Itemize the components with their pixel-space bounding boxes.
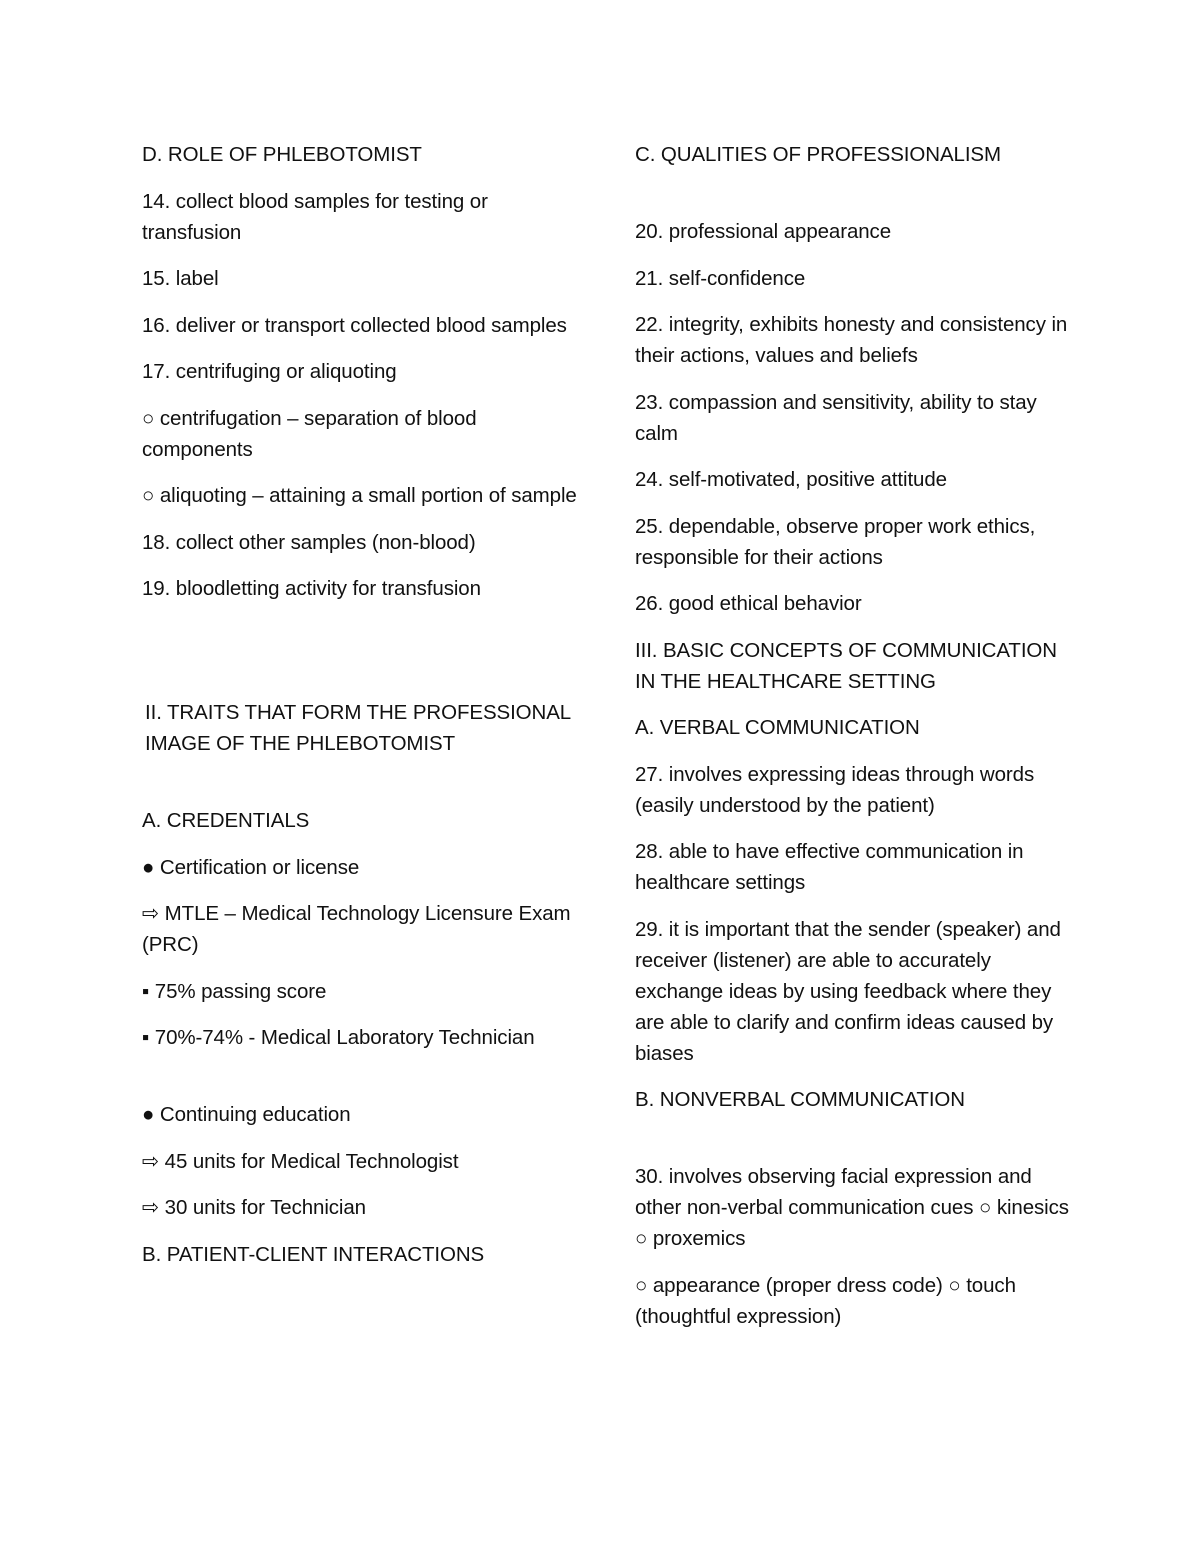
list-item: 17. centrifuging or aliquoting xyxy=(142,360,397,383)
list-item: 16. deliver or transport collected blood samples xyxy=(142,313,567,337)
list-item: 25. dependable, observe proper work ethics, responsible for their actions xyxy=(635,514,1036,569)
section-heading-credentials: A. CREDENTIALS xyxy=(142,809,310,832)
section-heading-role: D. ROLE OF PHLEBOTOMIST xyxy=(142,143,422,166)
list-item: 27. involves expressing ideas through words (easily understood by the patient) xyxy=(635,762,1035,817)
list-item: ⇨ MTLE – Medical Technology Licensure Exam (PRC) xyxy=(142,902,571,956)
section-heading-traits: II. TRAITS THAT FORM THE PROFESSIONAL IMAGE OF THE PHLEBOTOMIST xyxy=(145,701,571,755)
list-item: ○ centrifugation – separation of blood components xyxy=(142,406,477,461)
list-item: ● Certification or license xyxy=(142,855,360,879)
list-item: 18. collect other samples (non-blood) xyxy=(142,530,476,554)
section-heading-nonverbal: B. NONVERBAL COMMUNICATION xyxy=(635,1088,965,1111)
list-item: 29. it is important that the sender (speaker) and receiver (listener) are able to accurately exchange ideas by using feedback where they are able to clarify and confirm ideas caused by biases xyxy=(635,917,1061,1065)
list-item: ● Continuing education xyxy=(142,1103,351,1126)
section-heading-verbal: A. VERBAL COMMUNICATION xyxy=(635,716,920,739)
section-heading-qualities: C. QUALITIES OF PROFESSIONALISM xyxy=(635,143,1001,166)
list-item: ⇨ 45 units for Medical Technologist xyxy=(142,1149,459,1173)
list-item: ○ aliquoting – attaining a small portion of sample xyxy=(142,484,577,507)
list-item: ○ appearance (proper dress code) ○ touch (thoughtful expression) xyxy=(635,1273,1016,1328)
list-item: 30. involves observing facial expression and other non-verbal communication cues ○ kinesics ○ proxemics xyxy=(635,1165,1069,1250)
list-item: 23. compassion and sensitivity, ability to stay calm xyxy=(635,390,1037,445)
section-heading-communication: III. BASIC CONCEPTS OF COMMUNICATION IN THE HEALTHCARE SETTING xyxy=(635,638,1057,693)
list-item: 20. professional appearance xyxy=(635,220,892,243)
list-item: 15. label xyxy=(142,267,219,290)
list-item: 28. able to have effective communication in healthcare settings xyxy=(635,840,1024,894)
list-item: ▪ 75% passing score xyxy=(142,979,327,1003)
right-column xyxy=(635,139,1075,1347)
list-item: 14. collect blood samples for testing or transfusion xyxy=(142,189,488,244)
list-item: 22. integrity, exhibits honesty and consistency in their actions, values and beliefs xyxy=(635,313,1068,367)
section-heading-interactions: B. PATIENT-CLIENT INTERACTIONS xyxy=(142,1242,485,1266)
list-item: 24. self-motivated, positive attitude xyxy=(635,468,947,491)
left-column xyxy=(142,139,582,1285)
list-item: 19. bloodletting activity for transfusion xyxy=(142,577,481,600)
list-item: 26. good ethical behavior xyxy=(635,592,862,615)
list-item: ▪ 70%-74% - Medical Laboratory Technician xyxy=(142,1026,535,1049)
list-item: 21. self-confidence xyxy=(635,266,806,290)
list-item: ⇨ 30 units for Technician xyxy=(142,1196,366,1219)
